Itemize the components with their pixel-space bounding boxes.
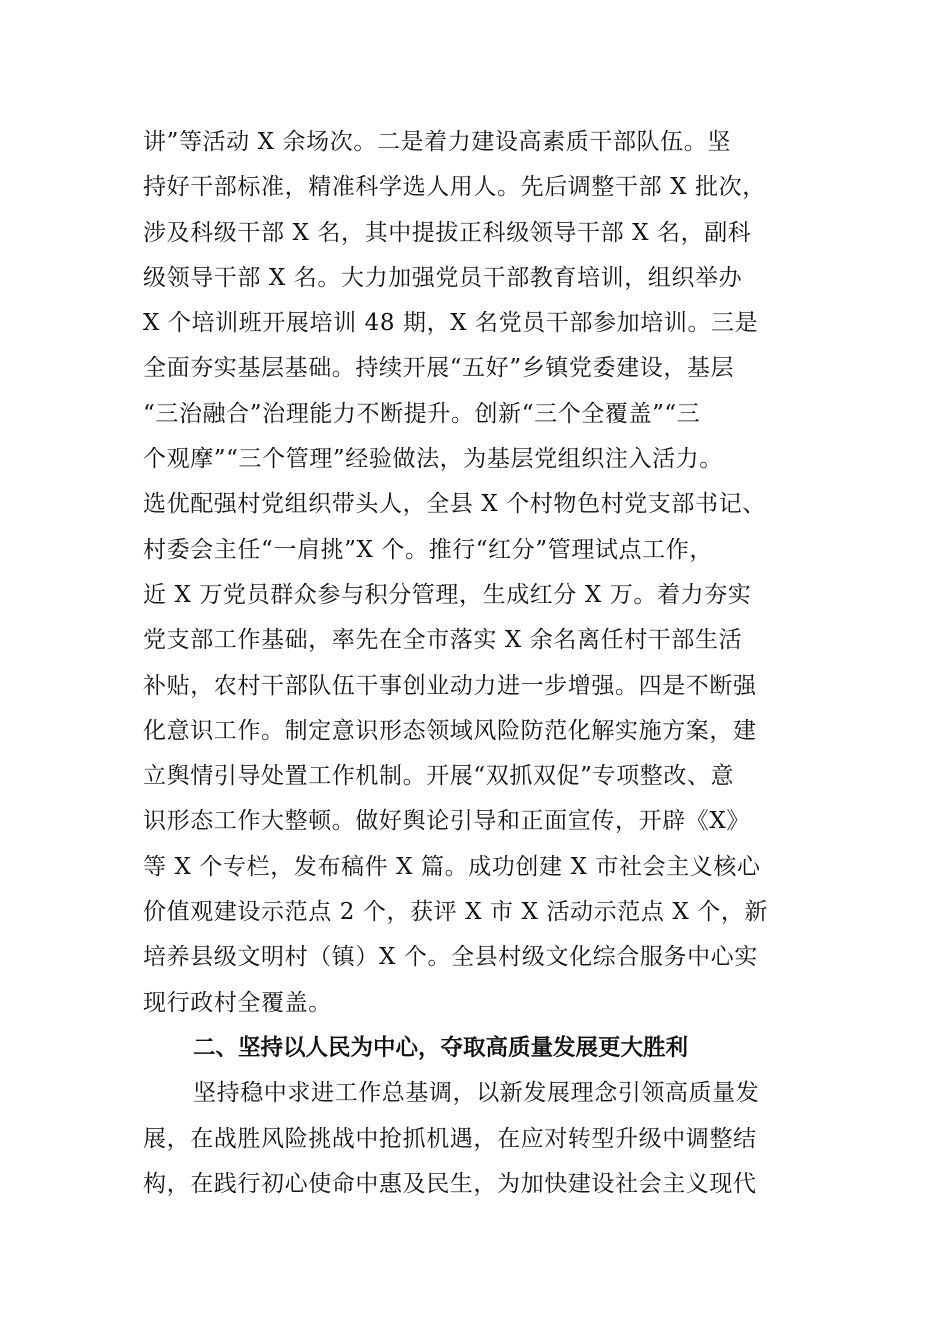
paragraph-line: 培养县级文明村（镇）X 个。全县村级文化综合服务中心实: [143, 944, 758, 971]
paragraph-line: 选优配强村党组织带头人，全县 X 个村物色村党支部书记、: [143, 491, 766, 518]
paragraph-line: 持好干部标准，精准科学选人用人。先后调整干部 X 批次，: [143, 174, 766, 201]
paragraph-line: 级领导干部 X 名。大力加强党员干部教育培训，组织举办: [143, 264, 743, 291]
paragraph-line: “三治融合”治理能力不断提升。创新“三个全覆盖”“三: [143, 400, 701, 427]
paragraph-line: 个观摩”“三个管理”经验做法，为基层党组织注入活力。: [143, 446, 723, 473]
paragraph-line: 现行政村全覆盖。: [143, 989, 332, 1016]
paragraph-line: X 个培训班开展培训 48 期，X 名党员干部参加培训。三是: [143, 310, 759, 337]
paragraph-line: 涉及科级干部 X 名，其中提拔正科级领导干部 X 名，副科: [143, 219, 752, 246]
document-body: [143, 120, 833, 1207]
paragraph-line: 识形态工作大整顿。做好舆论引导和正面宣传，开辟《X》: [143, 808, 750, 835]
paragraph-line: 全面夯实基层基础。持续开展“五好”乡镇党委建设，基层: [143, 355, 735, 382]
section-heading: 二、坚持以人民为中心，夺取高质量发展更大胜利: [193, 1034, 689, 1061]
paragraph-line: 近 X 万党员群众参与积分管理，生成红分 X 万。着力夯实: [143, 581, 752, 608]
paragraph-line: 讲”等活动 X 余场次。二是着力建设高素质干部队伍。坚: [143, 129, 731, 155]
paragraph-line: 等 X 个专栏，发布稿件 X 篇。成功创建 X 市社会主义核心: [143, 853, 761, 880]
paragraph-line: 立舆情引导处置工作机制。开展“双抓双促”专项整改、意: [143, 763, 735, 790]
paragraph-line: 展，在战胜风险挑战中抢抓机遇，在应对转型升级中调整结: [143, 1125, 757, 1152]
paragraph-line: 党支部工作基础，率先在全市落实 X 余名离任村干部生活: [143, 627, 743, 654]
paragraph-line: 村委会主任“一肩挑”X 个。推行“红分”管理试点工作，: [143, 536, 713, 563]
paragraph-line: 补贴，农村干部队伍干事创业动力进一步增强。四是不断强: [143, 672, 757, 699]
paragraph-line: 化意识工作。制定意识形态领域风险防范化解实施方案，建: [143, 717, 757, 744]
paragraph-line: 构，在践行初心使命中惠及民生，为加快建设社会主义现代: [143, 1170, 757, 1197]
paragraph-line: 价值观建设示范点 2 个，获评 X 市 X 活动示范点 X 个，新: [143, 899, 769, 926]
paragraph-line: 坚持稳中求进工作总基调，以新发展理念引领高质量发: [193, 1080, 760, 1107]
